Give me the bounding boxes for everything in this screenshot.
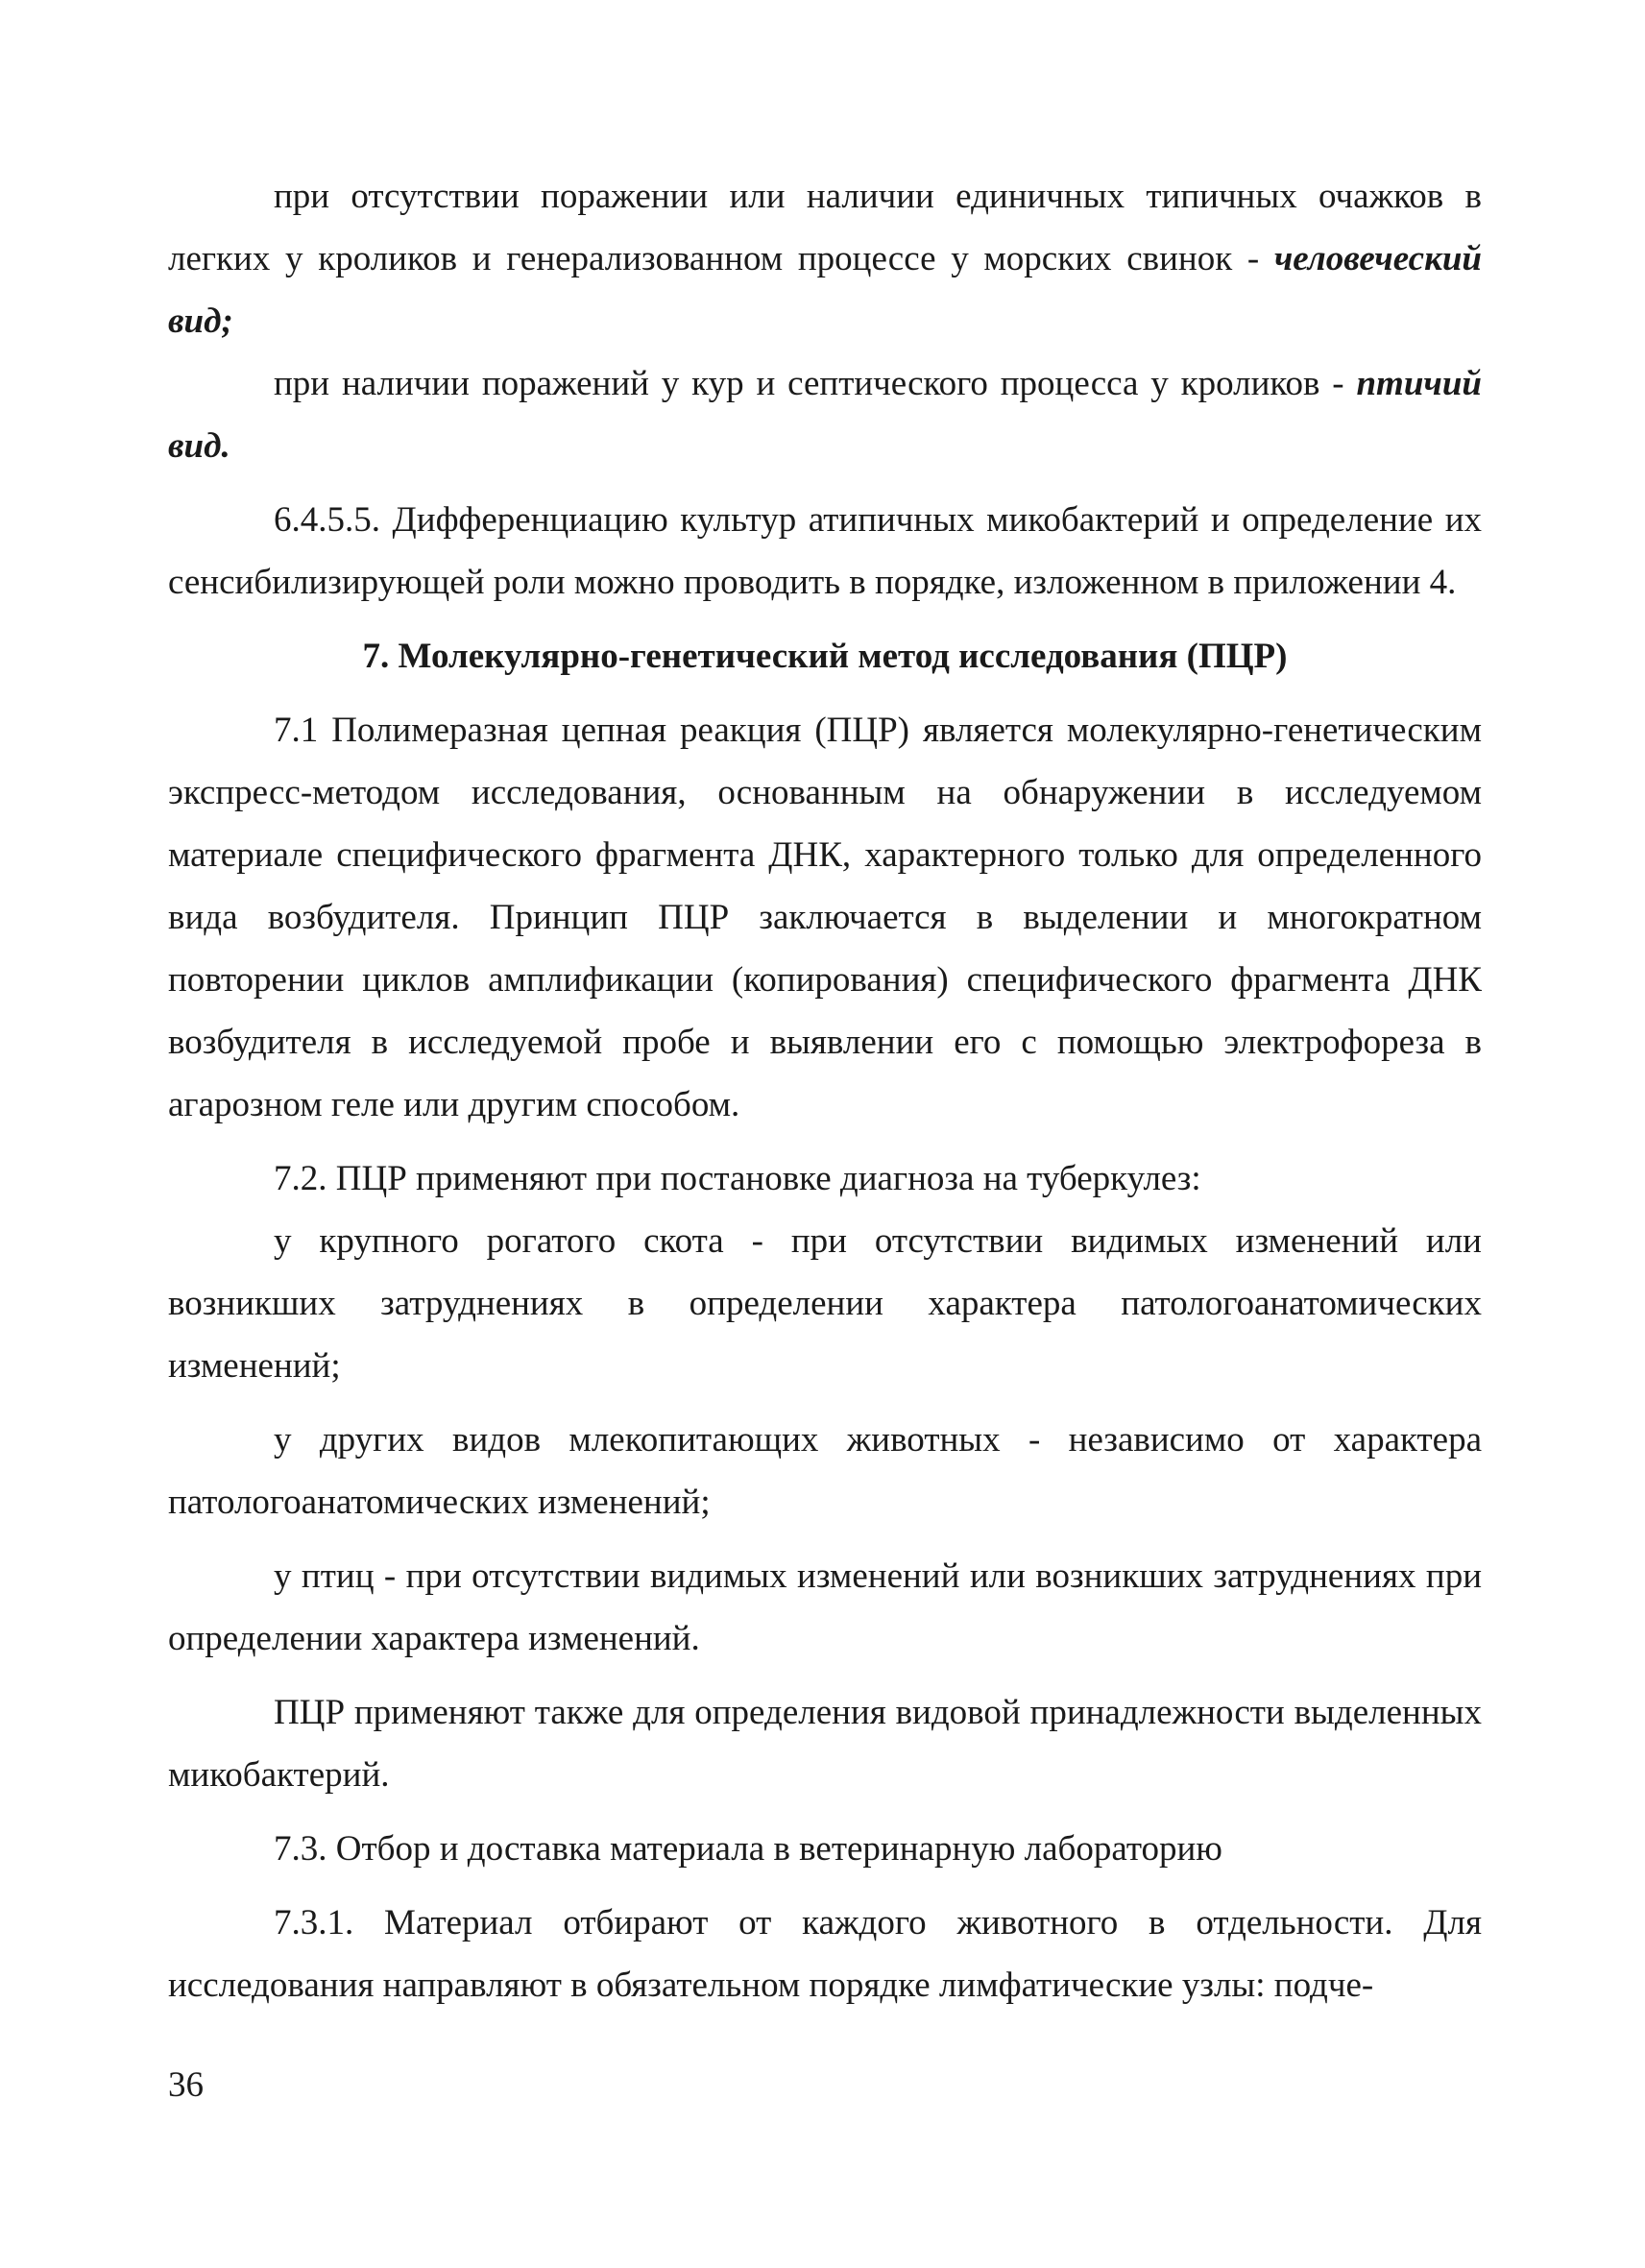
- paragraph-text: при наличии поражений у кур и септического процесса у кроликов -: [274, 364, 1344, 403]
- emphasis-avian-type: птичий вид.: [168, 364, 1482, 466]
- paragraph-cattle: у крупного рогатого скота - при отсутствии видимых изменений или возникших затруднениях в определении характера патологоанатомических изменений;: [168, 1221, 1482, 1386]
- paragraph-7-2: 7.2. ПЦР применяют при постановке диагноза на туберкулез:: [274, 1159, 1201, 1198]
- paragraph-7-1: 7.1 Полимеразная цепная реакция (ПЦР) является молекулярно-генетическим экспресс-методом исследования, основанным на обнаружении в исследуемом материале специфического фрагмента ДНК, характерного только для определенного вида возбудителя. Принцип ПЦР заключается в выделении и многократном повторении циклов амплификации (копирования) специфического фрагмента ДНК возбудителя в исследуемой пробе и выявлении его с помощью электрофореза в агарозном геле или другим способом.: [168, 711, 1482, 1124]
- page-number: 36: [168, 2065, 204, 2105]
- paragraph-7-3-1: 7.3.1. Материал отбирают от каждого животного в отдельности. Для исследования направляют в обязательном порядке лимфатические узлы: подче-: [168, 1903, 1482, 2005]
- paragraph-birds: у птиц - при отсутствии видимых изменений или возникших затруднениях при определении характера изменений.: [168, 1556, 1482, 1658]
- paragraph-text: при отсутствии поражении или наличии единичных типичных очажков в легких у кроликов и генерализованном процессе у морских свинок -: [168, 177, 1482, 278]
- paragraph-6-4-5-5: 6.4.5.5. Дифференциацию культур атипичных микобактерий и определение их сенсибилизирующей роли можно проводить в порядке, изложенном в приложении 4.: [168, 500, 1482, 602]
- paragraph-mammals: у других видов млекопитающих животных - независимо от характера патологоанатомических изменений;: [168, 1420, 1482, 1522]
- document-body: [168, 165, 1482, 2016]
- paragraph-human-type: [168, 165, 1482, 352]
- paragraph-avian-type: [168, 352, 1482, 477]
- paragraph-species-identification: ПЦР применяют также для определения видовой принадлежности выделенных микобактерий.: [168, 1693, 1482, 1795]
- emphasis-human-type: человеческий вид;: [168, 239, 1482, 341]
- section-heading: 7. Молекулярно-генетический метод исследования (ПЦР): [362, 637, 1288, 676]
- paragraph-7-3: 7.3. Отбор и доставка материала в ветеринарную лабораторию: [274, 1829, 1222, 1869]
